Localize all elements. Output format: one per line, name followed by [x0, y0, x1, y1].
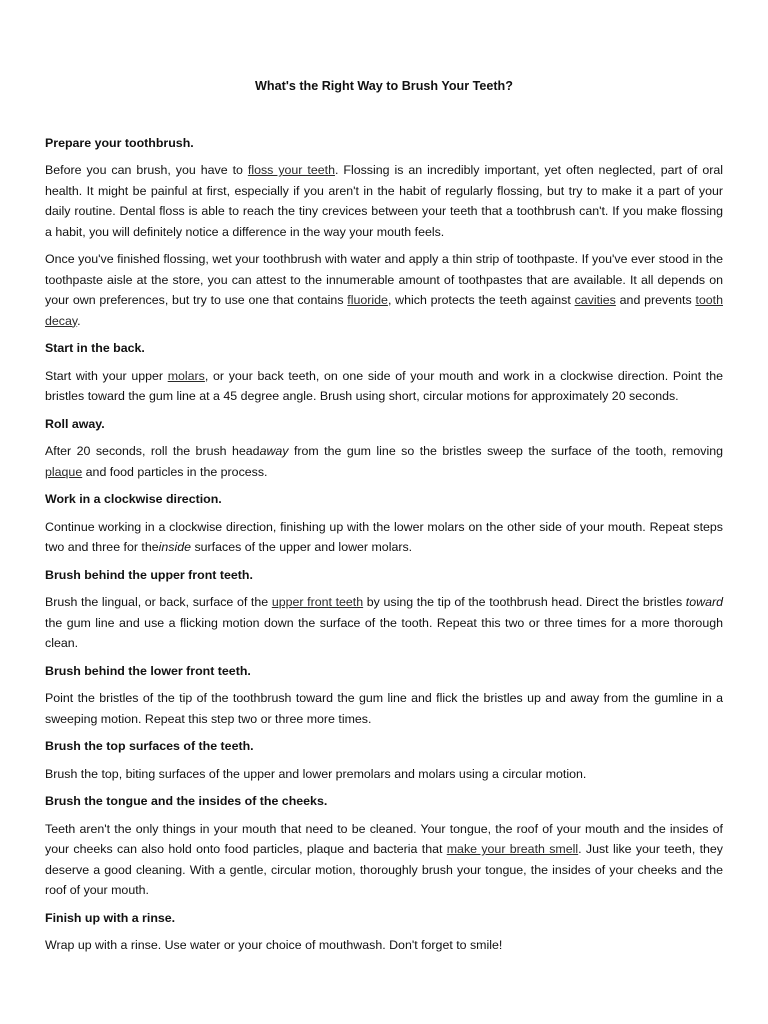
text-run: Before you can brush, you have to: [45, 163, 248, 177]
link-make-your-breath-smell[interactable]: make your breath smell: [446, 842, 579, 856]
text-emphasis: inside: [158, 540, 192, 554]
section-heading-rinse: Finish up with a rinse.: [45, 910, 176, 925]
link-molars[interactable]: molars: [167, 368, 205, 383]
link-plaque[interactable]: plaque: [45, 464, 83, 479]
text-run: Brush the lingual, or back, surface of the: [45, 595, 272, 609]
link-tooth-decay[interactable]: tooth decay: [45, 293, 723, 328]
section-heading-upper-front: Brush behind the upper front teeth.: [45, 567, 253, 582]
link-upper-front-teeth[interactable]: upper front teeth: [271, 595, 364, 609]
text-emphasis: away: [259, 444, 289, 458]
page-title: What's the Right Way to Brush Your Teeth?: [255, 79, 513, 93]
text-emphasis: toward: [685, 595, 723, 609]
paragraph-roll-away: [45, 441, 723, 482]
text-run: , or your back teeth, on one side of your mouth and work in a clockwise direction. Point the bristles toward the gum line at a 45 degree angle. Brush using short, circular motions for approximately 20 seconds.: [45, 368, 723, 403]
paragraph-lower-front: Point the bristles of the tip of the toothbrush toward the gum line and flick the bristles up and away from the gumline in a sweeping motion. Repeat this step two or three more times.: [45, 691, 723, 726]
paragraph-toothpaste: [45, 249, 723, 331]
paragraph-clockwise: [45, 517, 723, 558]
text-run: from the gum line so the bristles sweep the surface of the tooth, removing: [288, 444, 723, 458]
section-heading-lower-front: Brush behind the lower front teeth.: [45, 663, 251, 678]
paragraph-rinse: Wrap up with a rinse. Use water or your choice of mouthwash. Don't forget to smile!: [45, 938, 503, 952]
section-heading-start-back: Start in the back.: [45, 341, 145, 355]
text-run: by using the tip of the toothbrush head. Direct the bristles: [363, 595, 686, 609]
text-run: Once you've finished flossing, wet your toothbrush with water and apply a thin strip of toothpaste. If you've ever stood in the toothpaste aisle at the store, you can attest to the innumerable amount of toothpastes that are available. It all depends on your own preferences, but try to use one that contains: [45, 252, 723, 307]
link-floss-your-teeth[interactable]: floss your teeth: [247, 163, 335, 177]
text-run: and prevents: [615, 293, 696, 307]
text-run: .: [77, 313, 81, 328]
text-run: Continue working in a clockwise direction, finishing up with the lower molars on the other side of your mouth. Repeat steps two and three for the: [45, 519, 723, 554]
text-run: the gum line and use a flicking motion down the surface of the tooth. Repeat this two or three times for a more thorough clean.: [45, 615, 723, 650]
paragraph-top-surfaces: Brush the top, biting surfaces of the upper and lower premolars and molars using a circular motion.: [45, 766, 587, 781]
text-run: After 20 seconds, roll the brush head: [45, 444, 260, 458]
section-heading-top-surfaces: Brush the top surfaces of the teeth.: [45, 739, 254, 753]
paragraph-tongue: [45, 819, 723, 901]
text-run: Teeth aren't the only things in your mouth that need to be cleaned. Your tongue, the roof of your mouth and the insides of your cheeks can also hold onto food particles, plaque and bacteria that: [45, 821, 723, 856]
text-run: Start with your upper: [45, 368, 168, 383]
text-run: and food particles in the process.: [82, 464, 268, 479]
section-heading-roll-away: Roll away.: [45, 416, 105, 431]
link-cavities[interactable]: cavities: [574, 293, 616, 307]
section-heading-prepare: Prepare your toothbrush.: [45, 135, 194, 150]
paragraph-start-back: [45, 366, 723, 407]
text-run: , which protects the teeth against: [387, 293, 575, 307]
paragraph-upper-front: [45, 592, 723, 654]
paragraph-floss: [45, 160, 723, 242]
text-run: surfaces of the upper and lower molars.: [191, 540, 413, 554]
text-run: . Just like your teeth, they deserve a good cleaning. With a gentle, circular motion, thoroughly brush your tongue, the insides of your cheeks and the roof of your mouth.: [45, 842, 724, 897]
section-heading-tongue: Brush the tongue and the insides of the cheeks.: [45, 794, 328, 808]
text-run: . Flossing is an incredibly important, yet often neglected, part of oral health. It might be painful at first, especially if you aren't in the habit of regularly flossing, but try to make it a part of your daily routine. Dental floss is able to reach the tiny crevices between your teeth that a toothbrush can't. If you make flossing a habit, you will definitely notice a difference in the way your mouth feels.: [45, 163, 723, 239]
section-heading-clockwise: Work in a clockwise direction.: [45, 492, 222, 506]
link-fluoride[interactable]: fluoride: [347, 293, 388, 307]
